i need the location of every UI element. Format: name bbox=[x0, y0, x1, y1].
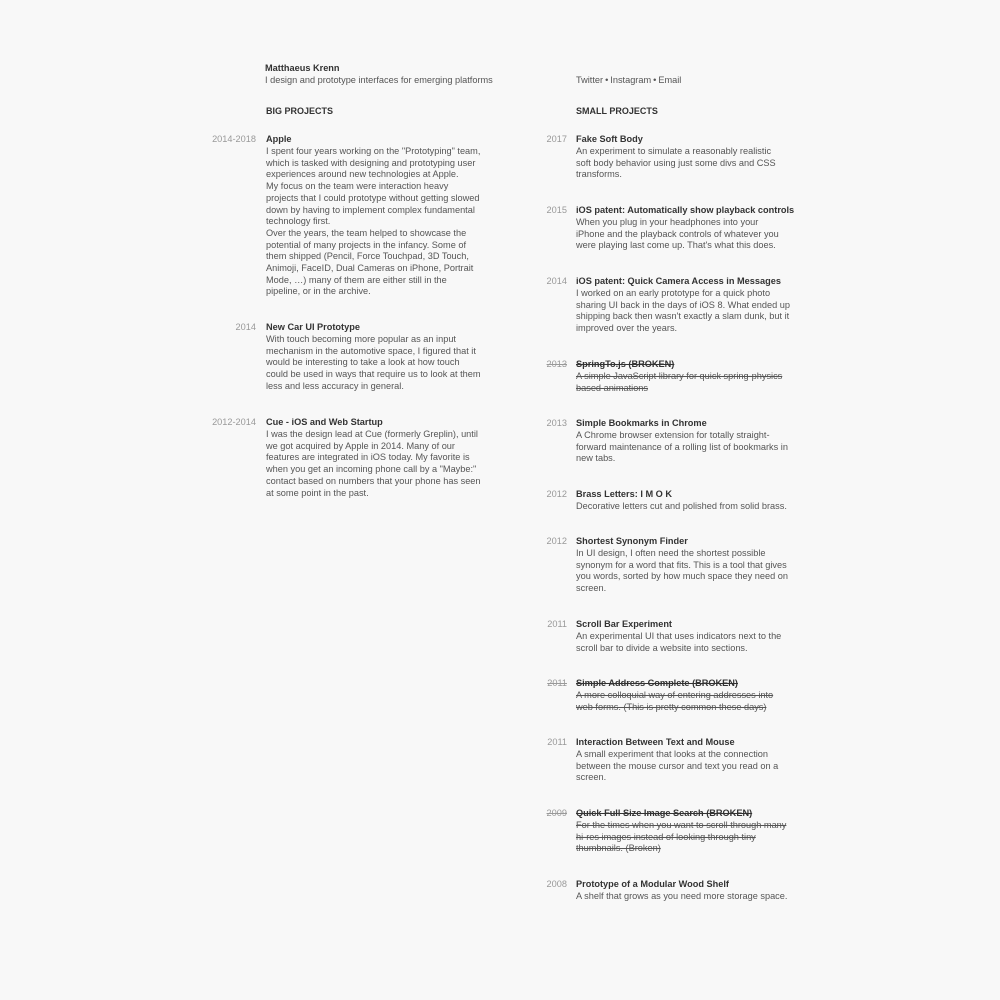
project-title-new-car-ui[interactable]: New Car UI Prototype bbox=[266, 322, 360, 332]
project-description bbox=[266, 146, 481, 298]
project-description: A more colloquial way of entering addresses into web forms. (This is pretty common these days) bbox=[576, 690, 774, 712]
project-description bbox=[266, 429, 481, 499]
project-title-text-and-mouse[interactable]: Interaction Between Text and Mouse bbox=[576, 737, 735, 747]
link-separator: • bbox=[605, 75, 609, 85]
project-description: I worked on an early prototype for a quick photo sharing UI back in the days of iOS 8. What ended up shipping back then wasn't exactly a slam dunk, but it improved over the years. bbox=[576, 288, 790, 334]
project-year: 2008 bbox=[546, 879, 567, 889]
project-description: When you plug in your headphones into your iPhone and the playback controls of whatever you were playing last come up. That's what this does. bbox=[576, 217, 779, 251]
paragraph: My focus on the team were interaction heavy projects that I could prototype without getting slowed down by having to implement complex fundamental technology first. bbox=[266, 181, 480, 227]
project-title-simple-bookmarks[interactable]: Simple Bookmarks in Chrome bbox=[576, 418, 707, 428]
project-description: A small experiment that looks at the connection between the mouse cursor and text you read on a screen. bbox=[576, 749, 779, 783]
project-year: 2009 bbox=[546, 808, 567, 818]
project-description: A simple JavaScript library for quick spring-physics based animations bbox=[576, 371, 783, 393]
project-title-cue[interactable]: Cue - iOS and Web Startup bbox=[266, 417, 383, 427]
project-title-shortest-synonym[interactable]: Shortest Synonym Finder bbox=[576, 536, 688, 546]
project-description bbox=[266, 334, 481, 393]
project-description: An experimental UI that uses indicators next to the scroll bar to divide a website into sections. bbox=[576, 631, 782, 653]
paragraph: With touch becoming more popular as an input mechanism in the automotive space, I figured that it would be interesting to take a look at how touch could be used in ways that require us to look at them less and less accuracy in general. bbox=[266, 334, 481, 391]
project-title-image-search[interactable]: Quick Full Size Image Search (BROKEN) bbox=[576, 808, 753, 818]
project-year: 2013 bbox=[546, 359, 567, 369]
big-projects-heading: BIG PROJECTS bbox=[266, 106, 334, 116]
small-projects-heading: SMALL PROJECTS bbox=[576, 106, 658, 116]
project-description: A shelf that grows as you need more storage space. bbox=[576, 891, 788, 901]
project-title-scroll-bar-experiment[interactable]: Scroll Bar Experiment bbox=[576, 619, 672, 629]
project-year: 2012 bbox=[546, 489, 567, 499]
project-title-apple[interactable]: Apple bbox=[266, 134, 292, 144]
project-year: 2014-2018 bbox=[212, 134, 256, 144]
link-separator: • bbox=[653, 75, 657, 85]
project-year: 2012-2014 bbox=[212, 417, 256, 427]
project-title-camera-access-patent[interactable]: iOS patent: Quick Camera Access in Messages bbox=[576, 276, 781, 286]
twitter-link[interactable]: Twitter bbox=[576, 75, 604, 85]
instagram-link[interactable]: Instagram bbox=[610, 75, 652, 85]
project-description: A Chrome browser extension for totally straight-forward maintenance of a rolling list of bookmarks in new tabs. bbox=[576, 430, 788, 464]
project-title-wood-shelf[interactable]: Prototype of a Modular Wood Shelf bbox=[576, 879, 729, 889]
project-year: 2014 bbox=[235, 322, 256, 332]
project-title-fake-soft-body[interactable]: Fake Soft Body bbox=[576, 134, 643, 144]
project-year: 2011 bbox=[547, 678, 567, 688]
tagline: I design and prototype interfaces for emerging platforms bbox=[265, 75, 493, 85]
paragraph: I was the design lead at Cue (formerly Greplin), until we got acquired by Apple in 2014. Many of our features are integrated in iOS today. My favorite is when you get an incoming phone call by a "Maybe:" contact based on numbers that your phone has seen at some point in the past. bbox=[266, 429, 481, 498]
project-year: 2015 bbox=[546, 205, 567, 215]
social-links bbox=[576, 75, 681, 87]
project-year: 2017 bbox=[546, 134, 567, 144]
author-name: Matthaeus Krenn bbox=[265, 63, 340, 73]
project-year: 2014 bbox=[546, 276, 567, 286]
project-description: For the times when you want to scroll through many hi-res images instead of looking through tiny thumbnails. (Broken) bbox=[576, 820, 787, 854]
project-description: Decorative letters cut and polished from solid brass. bbox=[576, 501, 787, 511]
project-title-simple-address-complete[interactable]: Simple Address Complete (BROKEN) bbox=[576, 678, 738, 688]
project-title-brass-letters[interactable]: Brass Letters: I M O K bbox=[576, 489, 672, 499]
project-year: 2011 bbox=[547, 737, 567, 747]
paragraph: I spent four years working on the "Prototyping" team, which is tasked with designing and prototyping user experiences around new technologies at Apple. bbox=[266, 146, 481, 180]
project-description: An experiment to simulate a reasonably realistic soft body behavior using just some divs and CSS transforms. bbox=[576, 146, 776, 180]
project-title-springto-js[interactable]: SpringTo.js (BROKEN) bbox=[576, 359, 675, 369]
email-link[interactable]: Email bbox=[658, 75, 682, 85]
project-year: 2011 bbox=[547, 619, 567, 629]
project-year: 2012 bbox=[546, 536, 567, 546]
project-year: 2013 bbox=[546, 418, 567, 428]
project-title-playback-controls-patent[interactable]: iOS patent: Automatically show playback controls bbox=[576, 205, 795, 215]
project-description: In UI design, I often need the shortest possible synonym for a word that fits. This is a tool that gives you words, sorted by how much space they need on screen. bbox=[576, 548, 788, 594]
paragraph: Over the years, the team helped to showcase the potential of many projects in the infancy. Some of them shipped (Pencil, Force Touchpad, 3D Touch, Animoji, FaceID, Dual Cameras on iPhone, Portrait Mode, …) many of them are either still in the pipeline, or in the archive. bbox=[266, 227, 474, 297]
